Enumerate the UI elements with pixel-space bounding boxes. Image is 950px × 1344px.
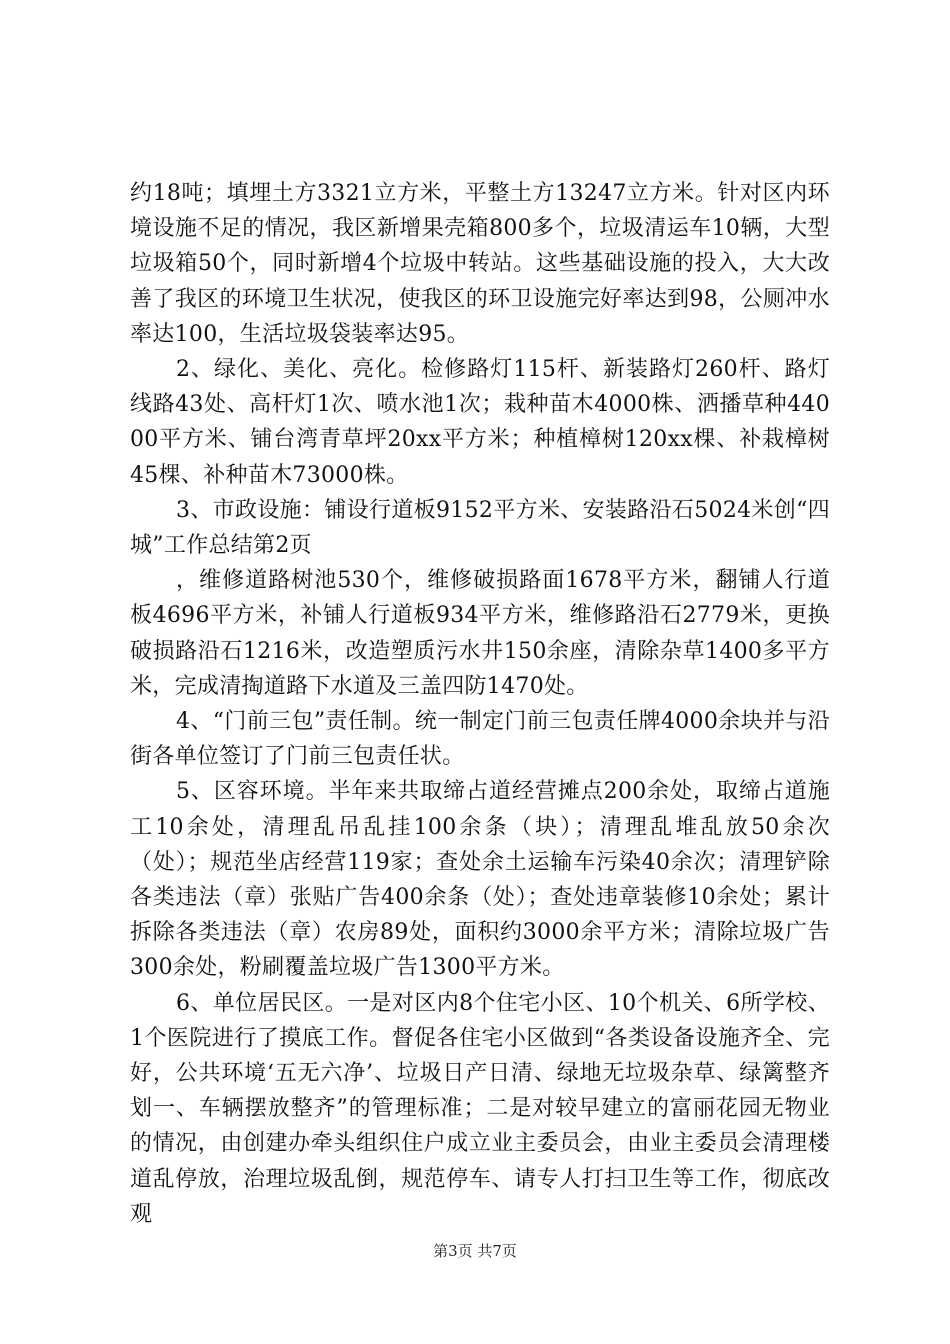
document-body — [130, 176, 830, 1232]
paragraph-4: ，维修道路树池530个，维修破损路面1678平方米，翻铺人行道板4696平方米，补铺人行道板934平方米，维修路沿石2779米，更换破损路沿石1216米，改造塑质污水井150余座，清除杂草1400多平方米，完成清掏道路下水道及三盖四防1470处。 — [130, 568, 830, 699]
paragraph-7: 6、单位居民区。一是对区内8个住宅小区、10个机关、6所学校、1个医院进行了摸底工作。督促各住宅小区做到“各类设备设施齐全、完好，公共环境‘五无六净’、垃圾日产日清、绿地无垃圾杂草、绿篱整齐划一、车辆摆放整齐”的管理标准；二是对较早建立的富丽花园无物业的情况，由创建办牵头组织住户成立业主委员会，由业主委员会清理楼道乱停放，治理垃圾乱倒，规范停车、请专人打扫卫生等工作，彻底改观 — [130, 990, 830, 1227]
paragraph-2: 2、绿化、美化、亮化。检修路灯115杆、新装路灯260杆、路灯线路43处、高杆灯1次、喷水池1次；栽种苗木4000株、洒播草种44000平方米、铺台湾青草坪20xx平方米；种植樟树120xx棵、补栽樟树45棵、补种苗木73000株。 — [130, 357, 830, 488]
paragraph-5: 4、“门前三包”责任制。统一制定门前三包责任牌4000余块并与沿街各单位签订了门前三包责任状。 — [130, 709, 830, 770]
paragraph-1: 约18吨；填埋土方3321立方米，平整土方13247立方米。针对区内环境设施不足的情况，我区新增果壳箱800多个，垃圾清运车10辆，大型垃圾箱50个，同时新增4个垃圾中转站。这些基础设施的投入，大大改善了我区的环境卫生状况，使我区的环卫设施完好率达到98，公厕冲水率达100，生活垃圾袋装率达95。 — [130, 181, 830, 347]
paragraph-3: 3、市政设施：铺设行道板9152平方米、安装路沿石5024米创“四城”工作总结第2页 — [130, 497, 830, 559]
page-number-footer: 第3页 共7页 — [433, 1242, 517, 1260]
paragraph-6: 5、区容环境。半年来共取缔占道经营摊点200余处，取缔占道施工10余处，清理乱吊乱挂100余条（块）；清理乱堆乱放50余次（处）；规范坐店经营119家；查处余土运输车污染40余次；清理铲除各类违法（章）张贴广告400余条（处）；查处违章装修10余处；累计拆除各类违法（章）农房89处，面积约3000余平方米；清除垃圾广告300余处，粉刷覆盖垃圾广告1300平方米。 — [130, 779, 830, 981]
